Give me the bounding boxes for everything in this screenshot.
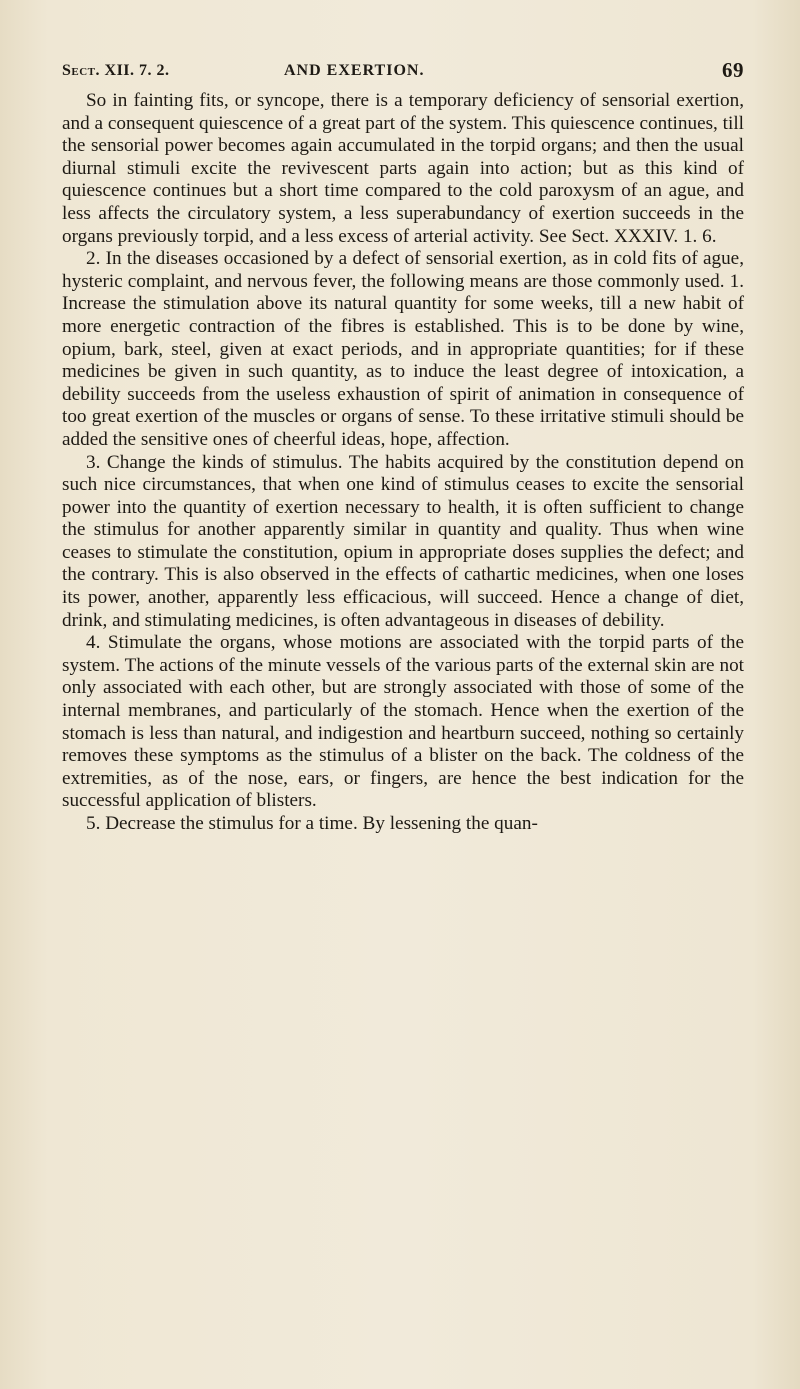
running-title: AND EXERTION.: [284, 62, 425, 79]
paragraph-stimulate-organs: 4. Stimulate the organs, whose motions are associated with the torpid parts of the system. The actions of the minute vessels of the various parts of the external skin are not only associated with each other, but are strongly associated with those of some of the internal membranes, and particularly of the stomach. Hence when the exertion of the stomach is less than natural, and indigestion and heartburn succeed, nothing so certainly removes these symptoms as the stimulus of a blister on the back. The coldness of the extremities, as of the nose, ears, or fingers, are hence the best indication for the successful application of blisters.: [62, 632, 744, 812]
paragraph-change-stimulus: 3. Change the kinds of stimulus. The habits acquired by the constitution depend on such nice circumstances, that when one kind of stimulus ceases to excite the sensorial power into the quantity of exertion necessary to health, it is often sufficient to change the stimulus for another apparently similar in quantity and quality. Thus when wine ceases to stimulate the constitution, opium in appropriate doses supplies the defect; and the contrary. This is also observed in the effects of cathartic medicines, when one loses its power, another, apparently less efficacious, will succeed. Hence a change of diet, drink, and stimulating medicines, is often advantageous in diseases of debility.: [62, 451, 744, 631]
body-text: [62, 90, 744, 836]
running-head: [62, 58, 744, 88]
paragraph-defect-of-exertion: 2. In the diseases occasioned by a defect of sensorial exertion, as in cold fits of ague, hysteric complaint, and nervous fever, the following means are those commonly used. 1. Increase the stimulation above its natural quantity for some weeks, till a new habit of more energetic contraction of the fibres is established. This is to be done by wine, opium, bark, steel, given at exact periods, and in appropriate quantities; for if these medicines be given in such quantity, as to induce the least degree of intoxication, a debility succeeds from the useless exhaustion of spirit of animation in consequence of too great exertion of the muscles or organs of sense. To these irritative stimuli should be added the sensitive ones of cheerful ideas, hope, affection.: [62, 248, 744, 450]
paragraph-fainting-fits: So in fainting fits, or syncope, there is a temporary deficiency of sensorial exertion, and a consequent quiescence of a great part of the system. This quiescence continues, till the sensorial power becomes again accumulated in the torpid organs; and then the usual diurnal stimuli excite the revivescent parts again into action; but as this kind of quiescence continues but a short time compared to the cold paroxysm of an ague, and less affects the circulatory system, a less superabundancy of exertion succeeds in the organs previously torpid, and a less excess of arterial activity. See Sect. XXXIV. 1. 6.: [62, 90, 744, 247]
page-number: 69: [722, 58, 744, 82]
paragraph-decrease-stimulus: 5. Decrease the stimulus for a time. By lessening the quan-: [86, 813, 538, 834]
section-reference: Sect. XII. 7. 2.: [62, 62, 170, 79]
